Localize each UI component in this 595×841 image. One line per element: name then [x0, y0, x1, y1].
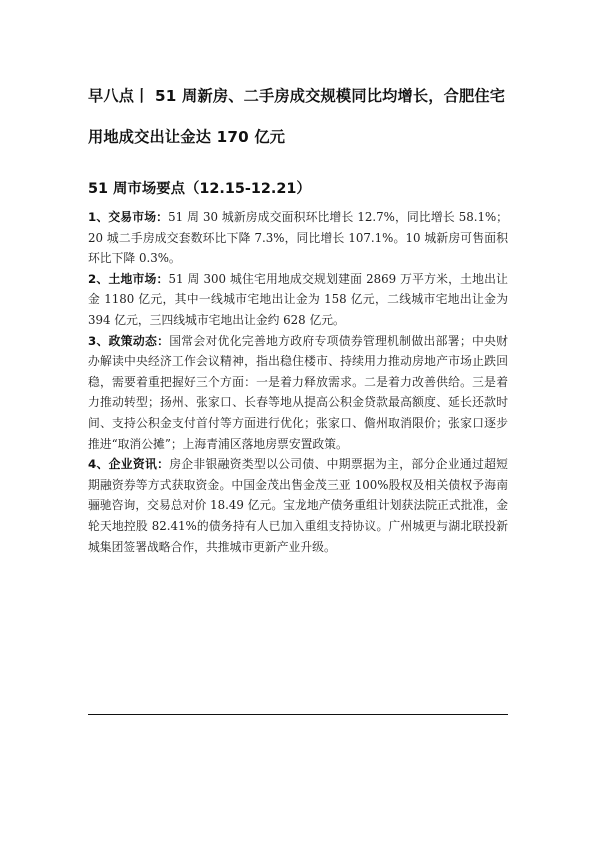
point-text: 51 周 30 城新房成交面积环比增长 12.7%，同比增长 58.1%；20 城二手房成交套数环比下降 7.3%，同比增长 107.1%。10 城新房可售面积环比下降 0.3%。 — [88, 210, 508, 266]
point-policy-dynamics — [88, 331, 508, 455]
point-land-market — [88, 269, 508, 331]
point-lead: 2、土地市场： — [88, 271, 169, 286]
point-text: 51 周 300 城住宅用地成交规划建面 2869 万平方米，土地出让金 1180 亿元，其中一线城市宅地出让金为 158 亿元，二线城市宅地出让金为 394 亿元，三四线城市宅地出让金约 628 亿元。 — [88, 271, 508, 327]
point-lead: 4、企业资讯： — [88, 457, 170, 472]
document-page — [88, 76, 508, 557]
point-trading-market — [88, 207, 508, 269]
point-lead: 3、政策动态： — [88, 333, 170, 348]
section-title: 51 周市场要点（12.15-12.21） — [88, 181, 311, 197]
point-text: 房企非银融资类型以公司债、中期票据为主，部分企业通过超短期融资券等方式获取资金。中国金茂出售金茂三亚 100%股权及相关债权予海南骊驰咨询，交易总对价 18.49 亿元。宝龙地产债务重组计划获法院正式批准，金轮天地控股 82.41%的债务持有人已加入重组支持协议。广州城更与湖北联投新城集团签署战略合作，共推城市更新产业升级。 — [88, 457, 508, 554]
point-enterprise-news — [88, 454, 508, 557]
point-lead: 1、交易市场： — [88, 210, 169, 224]
point-text: 国常会对优化完善地方政府专项债券管理机制做出部署；中央财办解读中央经济工作会议精神，指出稳住楼市、持续用力推动房地产市场止跌回稳，需要着重把握好三个方面：一是着力释放需求。二是着力改善供给。三是着力推动转型；扬州、张家口、长春等地从提高公积金贷款最高额度、延长还款时间、支持公积金支付首付等方面进行优化；张家口、儋州取消限价；张家口逐步推进“取消公摊”；上海青浦区落地房票安置政策。 — [88, 333, 508, 451]
article-title: 早八点丨 51 周新房、二手房成交规模同比均增长，合肥住宅用地成交出让金达 170 亿元 — [88, 87, 506, 146]
horizontal-divider — [88, 714, 508, 715]
